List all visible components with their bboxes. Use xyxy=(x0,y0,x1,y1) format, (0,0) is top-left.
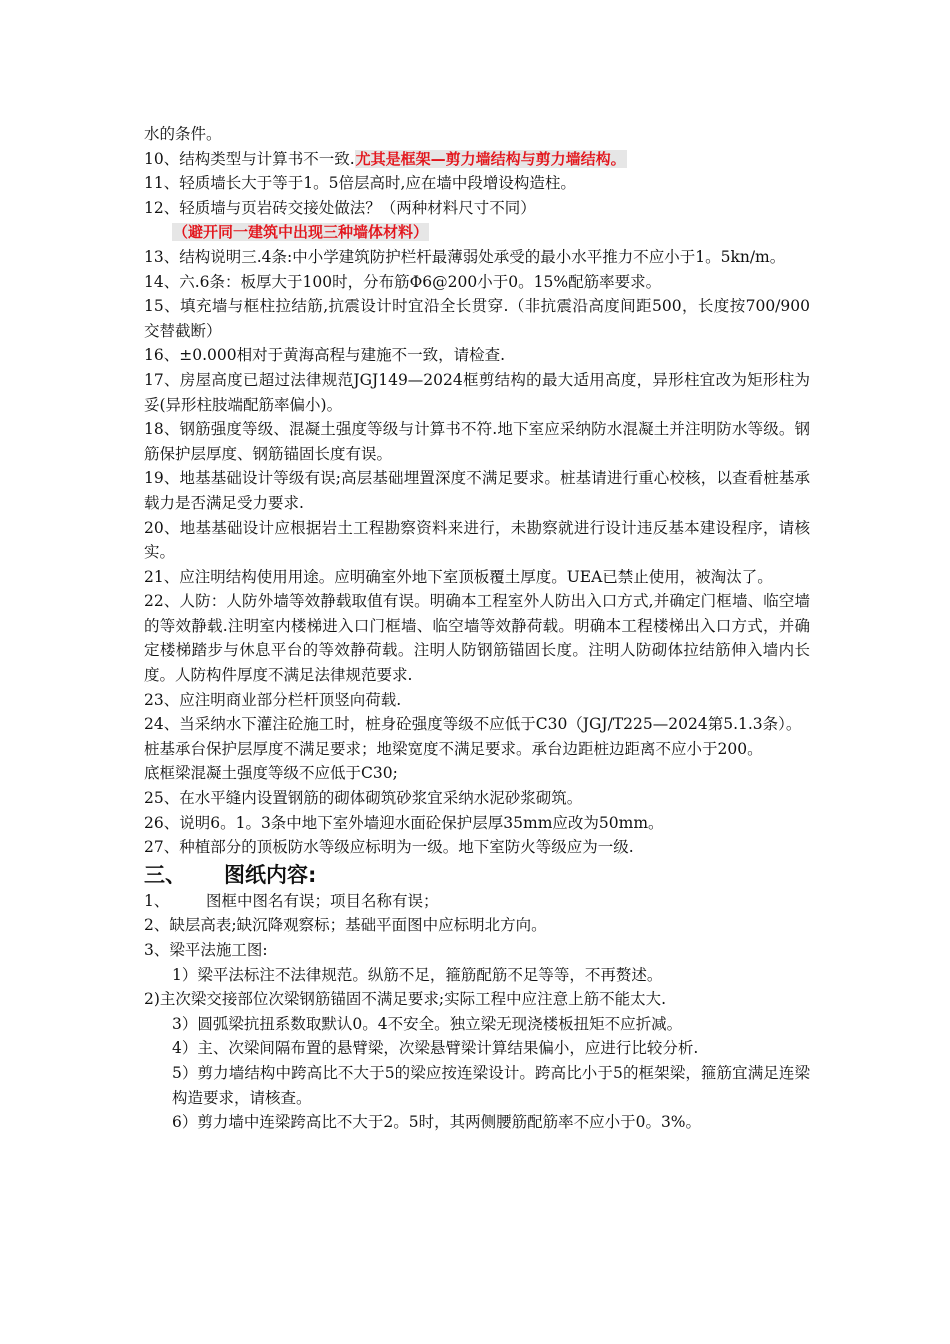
paragraph-item-18: 18、钢筋强度等级、混凝土强度等级与计算书不符.地下室应采纳防水混凝土并注明防水等级。钢筋保护层厚度、钢筋锚固长度有误。 xyxy=(144,420,810,463)
paragraph-item-26: 26、说明6。1。3条中地下室外墙迎水面砼保护层厚35mm应改为50mm。 xyxy=(144,813,664,832)
paragraph-item-27: 27、种植部分的顶板防水等级应标明为一级。地下室防火等级应为一级. xyxy=(144,838,634,857)
list-item-3: 3、梁平法施工图: xyxy=(144,941,268,959)
section-heading xyxy=(144,861,810,889)
list-item-text: 图框中图名有误；项目名称有误； xyxy=(206,891,439,910)
item-10-text: 10、结构类型与计算书不一致. xyxy=(144,149,355,168)
paragraph-item-16: 16、±0.000相对于黄海高程与建施不一致，请检查. xyxy=(144,346,506,365)
list-item-1 xyxy=(144,889,810,914)
sub-item: 5）剪力墙结构中跨高比不大于5的梁应按连梁设计。跨高比小于5的框架梁，箍筋宜满足连梁构造要求，请核查。 xyxy=(172,1063,810,1107)
paragraph-item-25: 25、在水平缝内设置钢筋的砌体砌筑砂浆宜采纳水泥砂浆砌筑。 xyxy=(144,789,583,808)
paragraph-item-13: 13、结构说明三.4条:中小学建筑防护栏杆最薄弱处承受的最小水平推力不应小于1。5kn/m。 xyxy=(144,247,786,266)
paragraph-item-12: 12、轻质墙与页岩砖交接处做法？（两种材料尺寸不同） xyxy=(144,198,536,217)
paragraph-item-14: 14、六.6条：板厚大于100时，分布筋Φ6@200小于0。15%配筋率要求。 xyxy=(144,272,662,291)
section-number: 三、 xyxy=(144,862,186,887)
sub-item: 1）梁平法标注不法律规范。纵筋不足，箍筋配筋不足等等，不再赘述。 xyxy=(172,965,663,984)
paragraph-item-17: 17、房屋高度已超过法律规范JGJ149—2024框剪结构的最大适用高度，异形柱宜改为矩形柱为妥(异形柱肢端配筋率偏小)。 xyxy=(144,370,810,414)
paragraph-item-19: 19、地基基础设计等级有误;高层基础埋置深度不满足要求。桩基请进行重心校核，以查看桩基承载力是否满足受力要求. xyxy=(144,469,810,512)
sub-item: 3）圆弧梁抗扭系数取默认0。4不安全。独立梁无现浇楼板扭矩不应折减。 xyxy=(172,1014,683,1033)
paragraph-item-22: 22、人防：人防外墙等效静载取值有误。明确本工程室外人防出入口方式,并确定门框墙、临空墙的等效静载.注明室内楼梯进入口门框墙、临空墙等效静荷载。明确本工程楼梯出入口方式，并确定楼梯踏步与休息平台的等效静荷载。注明人防钢筋锚固长度。注明人防砌体拉结筋伸入墙内长度。人防构件厚度不满足法律规范要求. xyxy=(144,592,810,685)
paragraph-item-21: 21、应注明结构使用用途。应明确室外地下室顶板覆土厚度。UEA已禁止使用，被淘汰了。 xyxy=(144,567,773,586)
sub-item: 2)主次梁交接部位次梁钢筋锚固不满足要求;实际工程中应注意上筋不能太大. xyxy=(144,990,667,1009)
paragraph-highlight xyxy=(144,220,810,245)
paragraph: 水的条件。 xyxy=(144,125,222,143)
sub-item: 4）主、次梁间隔布置的悬臂梁，次梁悬臂梁计算结果偏小，应进行比较分析. xyxy=(172,1039,699,1058)
paragraph-item-20: 20、地基基础设计应根据岩土工程勘察资料来进行，未勘察就进行设计违反基本建设程序，请核实。 xyxy=(144,518,810,562)
paragraph: 底框梁混凝土强度等级不应低于C30; xyxy=(144,764,398,783)
paragraph-item-23: 23、应注明商业部分栏杆顶竖向荷载. xyxy=(144,690,402,709)
list-item-2: 2、缺层高表;缺沉降观察标；基础平面图中应标明北方向。 xyxy=(144,916,547,935)
paragraph: 桩基承台保护层厚度不满足要求；地梁宽度不满足要求。承台边距桩边距离不应小于200。 xyxy=(144,739,763,758)
document-body xyxy=(144,122,810,1135)
paragraph-item-11: 11、轻质墙长大于等于1。5倍层高时,应在墙中段增设构造柱。 xyxy=(144,174,576,193)
paragraph-item-24: 24、当采纳水下灌注砼施工时，桩身砼强度等级不应低于C30（JGJ/T225—2024第5.1.3条）。 xyxy=(144,715,802,734)
highlight-structure-type: 尤其是框架—剪力墙结构与剪力墙结构。 xyxy=(355,149,626,168)
paragraph-item-10 xyxy=(144,147,810,172)
section-title: 图纸内容: xyxy=(224,862,317,887)
paragraph-item-15: 15、填充墙与框柱拉结筋,抗震设计时宜沿全长贯穿.（非抗震沿高度间距500，长度按700/900交替截断） xyxy=(144,297,810,340)
sub-item: 6）剪力墙中连梁跨高比不大于2。5时，其两侧腰筋配筋率不应小于0。3%。 xyxy=(172,1113,702,1132)
highlight-wall-materials: （避开同一建筑中出现三种墙体材料） xyxy=(173,223,429,242)
list-item-number: 1、 xyxy=(144,891,170,910)
